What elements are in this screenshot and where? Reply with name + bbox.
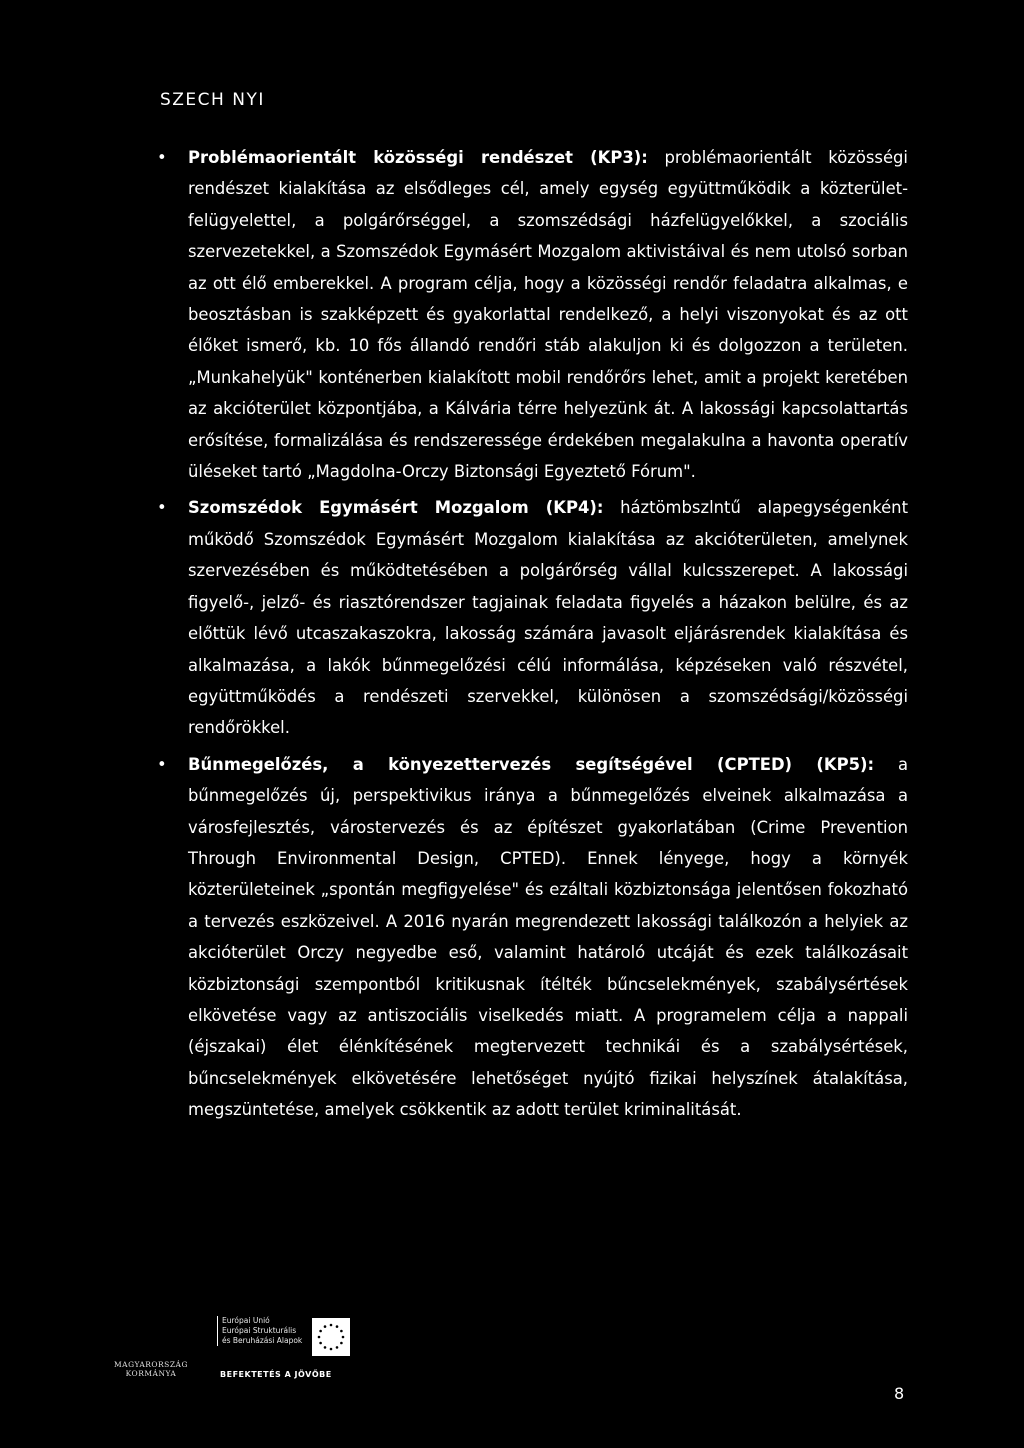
government-logo bbox=[114, 1360, 188, 1378]
document-body bbox=[0, 142, 1024, 1131]
eu-flag-icon bbox=[312, 1318, 350, 1356]
footer-slogan: BEFEKTETÉS A JÖVŐBE bbox=[220, 1370, 332, 1379]
item-heading: Bűnmegelőzés, a könyezettervezés segítségével (CPTED) (KP5): bbox=[188, 754, 875, 774]
list-item-kp4 bbox=[157, 492, 908, 743]
bullet-icon: • bbox=[157, 498, 167, 518]
eu-funding-logo bbox=[205, 1312, 355, 1362]
eu-line1: Európai Unió bbox=[222, 1316, 270, 1325]
government-logo-line2: KORMÁNYA bbox=[125, 1369, 177, 1378]
item-text: a bűnmegelőzés új, perspektivikus iránya a bűnmegelőzés elveinek alkalmazása a városfejlesztés, várostervezés és az építészet gyakorlatában (Crime Prevention Through Environmental Design, CPTED). Ennek lényege, hogy a környék közterületeinek „spontán megfigyelése" és ezáltali közbiztonsága jelentősen fokozható a tervezés eszközeivel. A 2016 nyarán megrendezett lakossági találkozón a helyiek az akcióterület Orczy negyedbe eső, valamint határoló utcáját és ezek találkozásait közbiztonsági szempontból kritikusnak ítélték bűncselekmények, szabálysértések elkövetése vagy az antiszociális viselkedés miatt. A programelem célja a nappali (éjszakai) élet élénkítésének megtervezett technikái és a szabálysértések, bűncselekmények elkövetésére lehetőséget nyújtó fizikai helyszínek átalakítása, megszüntetése, amelyek csökkentik az adott terület kriminalitását. bbox=[188, 754, 908, 1120]
bullet-icon: • bbox=[157, 754, 167, 774]
running-header: SZECH NYI bbox=[160, 90, 265, 110]
page-number: 8 bbox=[894, 1384, 905, 1403]
item-heading: Problémaorientált közösségi rendészet (KP3): bbox=[188, 148, 648, 167]
government-logo-line1: MAGYARORSZÁG bbox=[114, 1360, 188, 1369]
bullet-icon: • bbox=[157, 148, 167, 167]
eu-line2: Európai Strukturális bbox=[222, 1326, 297, 1335]
list-item-kp3 bbox=[157, 142, 908, 487]
eu-line3: és Beruházási Alapok bbox=[222, 1336, 303, 1345]
item-text: problémaorientált közösségi rendészet kialakítása az elsődleges cél, amely egység együttműködik a közterület-felügyelettel, a polgárőrséggel, a szomszédsági házfelügyelőkkel, a szociális szervezetekkel, a Szomszédok Egymásért Mozgalom aktivistáival és nem utolsó sorban az ott élő emberekkel. A program célja, hogy a közösségi rendőr feladatra alkalmas, e beosztásban is szakképzett és gyakorlattal rendelkező, a helyi viszonyokat és az ott élőket ismerő, kb. 10 fős állandó rendőri stáb alakuljon ki és dolgozzon a területen. „Munkahelyük" konténerben kialakított mobil rendőrőrs lehet, amit a projekt keretében az akcióterület központjába, a Kálvária térre helyezünk át. A lakossági kapcsolattartás erősítése, formalizálása és rendszeressége érdekében megalakulna a havonta operatív üléseket tartó „Magdolna-Orczy Biztonsági Egyeztető Fórum". bbox=[188, 148, 908, 482]
eu-funding-text bbox=[217, 1316, 302, 1346]
item-text: háztömbszlntű alapegységenként működő Szomszédok Egymásért Mozgalom kialakítása az akcióterületen, amelynek szervezésében és működtetésében a polgárőrség vállal kulcsszerepet. A lakossági figyelő-, jelző- és riasztórendszer tagjainak feladata figyelés a házakon belülre, és az előttük lévő utcaszakaszokra, lakosság számára javasolt eljárásrendek kialakítása és alkalmazása, a lakók bűnmegelőzési célú informálása, képzéseken való részvétel, együttműködés a rendészeti szervekkel, különösen a szomszédsági/közösségi rendőrökkel. bbox=[188, 498, 908, 738]
list-item-kp5 bbox=[157, 749, 908, 1126]
item-heading: Szomszédok Egymásért Mozgalom (KP4): bbox=[188, 498, 604, 518]
